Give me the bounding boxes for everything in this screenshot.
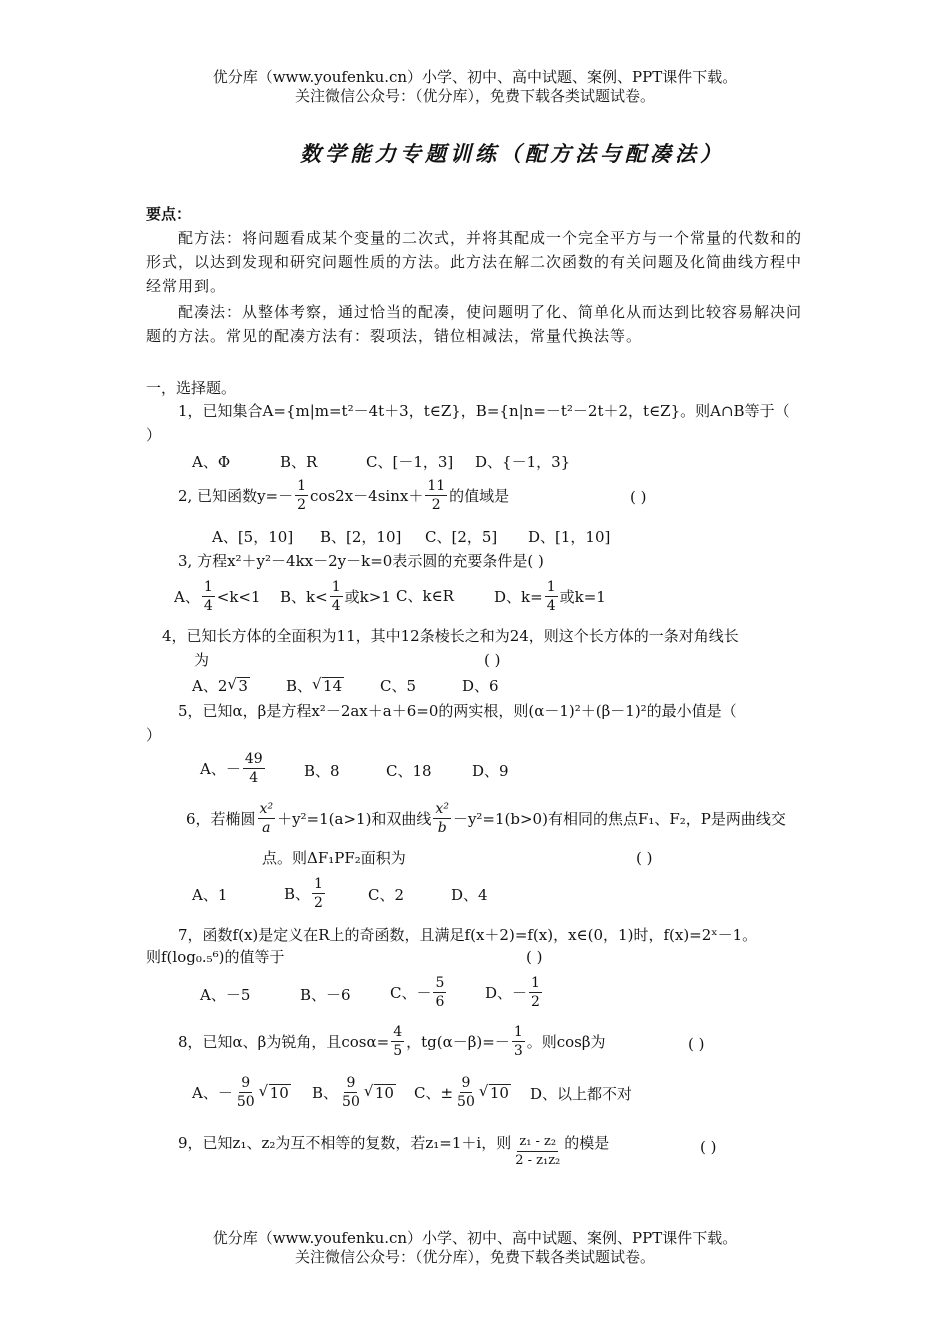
q1-paren: ） — [146, 426, 162, 444]
q3-option-c: C、k∈R — [396, 587, 454, 605]
q3-b-num: 1 — [331, 579, 341, 595]
q9-post: 的模是 — [564, 1134, 610, 1152]
q7-d-num: 1 — [531, 975, 540, 991]
q2-paren: ( ) — [630, 488, 647, 506]
q3-a-fraction — [202, 578, 215, 615]
page-title: 数学能力专题训练（配方法与配凑法） — [300, 141, 725, 166]
q6-option-a: A、1 — [192, 886, 228, 904]
q2-f2-num: 11 — [427, 478, 446, 494]
q8-c-num: 9 — [461, 1075, 471, 1091]
q6-h-num: x² — [435, 801, 449, 817]
q5-a-den: 4 — [249, 770, 259, 786]
q7-stem: 7，函数f(x)是定义在R上的奇函数，且满足f(x＋2)=f(x)，x∈(0，1)时，f(x)=2ˣ－1。 — [178, 926, 758, 944]
q2-f1-den: 2 — [297, 497, 307, 513]
q8-option-a — [192, 1074, 291, 1111]
q3-option-b — [280, 578, 391, 615]
q2-pre: 2, 已知函数y=－ — [178, 486, 294, 505]
q1-stem: 1，已知集合A={m|m=t²－4t＋3，t∈Z}，B={n|n=－t²－2t＋2，t∈Z}。则A∩B等于（ — [178, 402, 790, 420]
q6-b-num: 1 — [314, 876, 323, 892]
q8-b-pre: B、 — [312, 1083, 339, 1102]
q8-c-pre: C、± — [414, 1083, 454, 1102]
q8-c-fraction — [455, 1074, 477, 1111]
q7-d-fraction — [529, 974, 542, 1011]
q9-num: z₁ - z₂ — [517, 1133, 558, 1152]
q3-d-fraction — [545, 578, 558, 615]
q8-fraction-1 — [391, 1023, 404, 1060]
q7-c-den: 6 — [435, 994, 445, 1010]
q8-option-b — [312, 1074, 396, 1111]
q6-mid: ＋y²=1(a>1)和双曲线 — [277, 809, 432, 828]
q9-paren: ( ) — [700, 1138, 717, 1156]
q8-b-radicand: √ 10 — [374, 1084, 396, 1101]
header-line-2: 关注微信公众号：（优分库），免费下载各类试题试卷。 — [294, 87, 655, 105]
q2-stem — [178, 477, 509, 514]
q5-a-fraction — [243, 750, 265, 787]
q2-option-d: D、[1，10] — [528, 528, 611, 546]
q7-option-c — [390, 974, 448, 1011]
q3-d-num: 1 — [546, 579, 556, 595]
q3-b-post: 或k>1 — [344, 587, 391, 606]
q8-a-radicand: √ 10 — [269, 1084, 291, 1101]
q8-f1-den: 5 — [393, 1043, 403, 1059]
q4-paren: ( ) — [484, 651, 501, 669]
q3-option-a — [174, 578, 261, 615]
q3-a-post: <k<1 — [216, 587, 261, 606]
q8-f2-num: 1 — [513, 1024, 523, 1040]
q8-option-c — [414, 1074, 511, 1111]
q4-option-b — [286, 676, 344, 696]
q2-fraction-1 — [295, 477, 308, 514]
q3-a-num: 1 — [203, 579, 213, 595]
q9-fraction — [513, 1133, 562, 1170]
q2-fraction-2 — [425, 477, 447, 514]
q7-paren: ( ) — [526, 948, 543, 966]
q2-post: 的值域是 — [449, 486, 510, 505]
q6-pre: 6，若椭圆 — [186, 809, 256, 828]
q5-paren: ） — [146, 726, 162, 744]
q8-b-num: 9 — [346, 1075, 356, 1091]
q3-b-fraction — [330, 578, 343, 615]
q8-paren: ( ) — [688, 1035, 705, 1053]
q6-option-c: C、2 — [368, 886, 405, 904]
q2-option-c: C、[2，5] — [425, 528, 498, 546]
q7-option-b: B、－6 — [300, 986, 351, 1004]
q8-mid: ，tg(α－β)=－ — [406, 1032, 510, 1051]
q8-a-fraction — [235, 1074, 257, 1111]
q8-a-pre: A、－ — [192, 1083, 233, 1102]
q7-c-fraction — [433, 974, 446, 1011]
q1-option-b: B、R — [280, 453, 318, 471]
q6-stem-2: 点。则ΔF₁PF₂面积为 — [262, 849, 406, 867]
q3-option-d — [494, 578, 606, 615]
q8-b-den: 50 — [342, 1094, 360, 1110]
q3-stem: 3, 方程x²＋y²－4kx－2y－k=0表示圆的充要条件是( ) — [178, 552, 544, 570]
q3-b-den: 4 — [331, 598, 341, 614]
q6-e-den: a — [262, 820, 271, 836]
q4-option-c: C、5 — [380, 677, 417, 695]
q5-option-c: C、18 — [386, 762, 432, 780]
keypoints-label: 要点： — [146, 205, 192, 223]
q7-option-d — [485, 974, 544, 1011]
q3-d-den: 4 — [546, 598, 556, 614]
section-heading: 一，选择题。 — [146, 379, 237, 397]
q4-a-pre: A、2 — [192, 677, 228, 695]
q7-d-pre: D、－ — [485, 983, 528, 1002]
q4-b-radicand: √ 14 — [322, 677, 344, 694]
q8-b-fraction — [340, 1074, 362, 1111]
q5-stem: 5，已知α，β是方程x²－2ax＋a＋6=0的两实根，则(α－1)²＋(β－1)²的最小值是（ — [178, 702, 737, 720]
q8-f2-den: 3 — [513, 1043, 523, 1059]
q8-stem — [178, 1023, 606, 1060]
q3-d-post: 或k=1 — [559, 587, 606, 606]
q7-d-den: 2 — [531, 994, 540, 1010]
q5-option-b: B、8 — [304, 762, 340, 780]
q6-stem — [186, 800, 786, 837]
q1-option-a: A、Φ — [192, 453, 231, 471]
q4-option-a — [192, 676, 250, 696]
q5-a-pre: A、－ — [200, 759, 241, 778]
q2-f1-num: 1 — [297, 478, 307, 494]
q1-option-d: D、{－1，3} — [475, 453, 571, 471]
q6-ellipse-fraction — [258, 800, 276, 837]
q5-a-num: 49 — [244, 751, 263, 767]
q8-f1-num: 4 — [393, 1024, 403, 1040]
q8-post: 。则cosβ为 — [526, 1032, 606, 1051]
keypoints-p2: 配凑法：从整体考察，通过恰当的配凑，使问题明了化、简单化从而达到比较容易解决问题的方法。常见的配凑方法有：裂项法，错位相减法，常量代换法等。 — [146, 303, 803, 345]
keypoints-p1: 配方法：将问题看成某个变量的二次式，并将其配成一个完全平方与一个常量的代数和的形式，以达到发现和研究问题性质的方法。此方法在解二次函数的有关问题及化简曲线方程中经常用到。 — [146, 229, 803, 295]
q7-stem-2: 则f(log₀.₅⁶)的值等于 — [146, 948, 285, 966]
q2-mid: cos2x－4sinx＋ — [310, 486, 424, 505]
q8-a-num: 9 — [241, 1075, 251, 1091]
q8-pre: 8，已知α、β为锐角，且cosα= — [178, 1032, 390, 1051]
q7-c-num: 5 — [435, 975, 445, 991]
q8-c-den: 50 — [457, 1094, 475, 1110]
q9-stem — [178, 1133, 609, 1170]
q6-b-den: 2 — [314, 895, 323, 911]
q8-option-d: D、以上都不对 — [530, 1085, 633, 1103]
header-line-1: 优分库（www.youfenku.cn）小学、初中、高中试题、案例、PPT课件下载。 — [212, 68, 738, 86]
q9-pre: 9，已知z₁、z₂为互不相等的复数，若z₁=1＋i，则 — [178, 1134, 512, 1152]
q4-stem: 4，已知长方体的全面积为11，其中12条棱长之和为24，则这个长方体的一条对角线长 — [162, 627, 739, 645]
q3-d-pre: D、k= — [494, 587, 543, 606]
q2-option-a: A、[5，10] — [212, 528, 294, 546]
footer-line-2: 关注微信公众号：（优分库），免费下载各类试题试卷。 — [294, 1248, 655, 1266]
q8-a-den: 50 — [236, 1094, 255, 1110]
q6-b-fraction — [312, 875, 325, 912]
q5-option-d: D、9 — [472, 762, 509, 780]
q7-c-pre: C、－ — [390, 983, 432, 1002]
q1-option-c: C、[－1，3] — [366, 453, 454, 471]
q6-option-d: D、4 — [451, 886, 488, 904]
q4-b-pre: B、 — [286, 677, 313, 695]
q9-den: 2 - z₁z₂ — [515, 1153, 561, 1168]
q2-option-b: B、[2，10] — [320, 528, 402, 546]
q4-stem-2: 为 — [194, 651, 210, 669]
q6-paren: ( ) — [636, 849, 653, 867]
q8-fraction-2 — [512, 1023, 525, 1060]
q4-a-radicand: √ 3 — [237, 677, 250, 694]
q7-option-a: A、－5 — [200, 986, 251, 1004]
q6-h-den: b — [437, 820, 447, 836]
q6-post: －y²=1(b>0)有相同的焦点F₁、F₂，P是两曲线交 — [452, 809, 786, 828]
q8-c-radicand: √ 10 — [489, 1084, 511, 1101]
q3-b-pre: B、k< — [280, 587, 328, 606]
q6-b-pre: B、 — [284, 884, 311, 903]
q6-option-b — [284, 875, 327, 912]
q3-a-den: 4 — [203, 598, 213, 614]
q4-option-d: D、6 — [462, 677, 499, 695]
q2-f2-den: 2 — [431, 497, 441, 513]
q5-option-a — [200, 750, 267, 787]
q3-a-pre: A、 — [174, 587, 200, 606]
q6-e-num: x² — [259, 801, 274, 817]
footer-line-1: 优分库（www.youfenku.cn）小学、初中、高中试题、案例、PPT课件下载。 — [212, 1229, 738, 1247]
q6-hyperbola-fraction — [433, 800, 451, 837]
